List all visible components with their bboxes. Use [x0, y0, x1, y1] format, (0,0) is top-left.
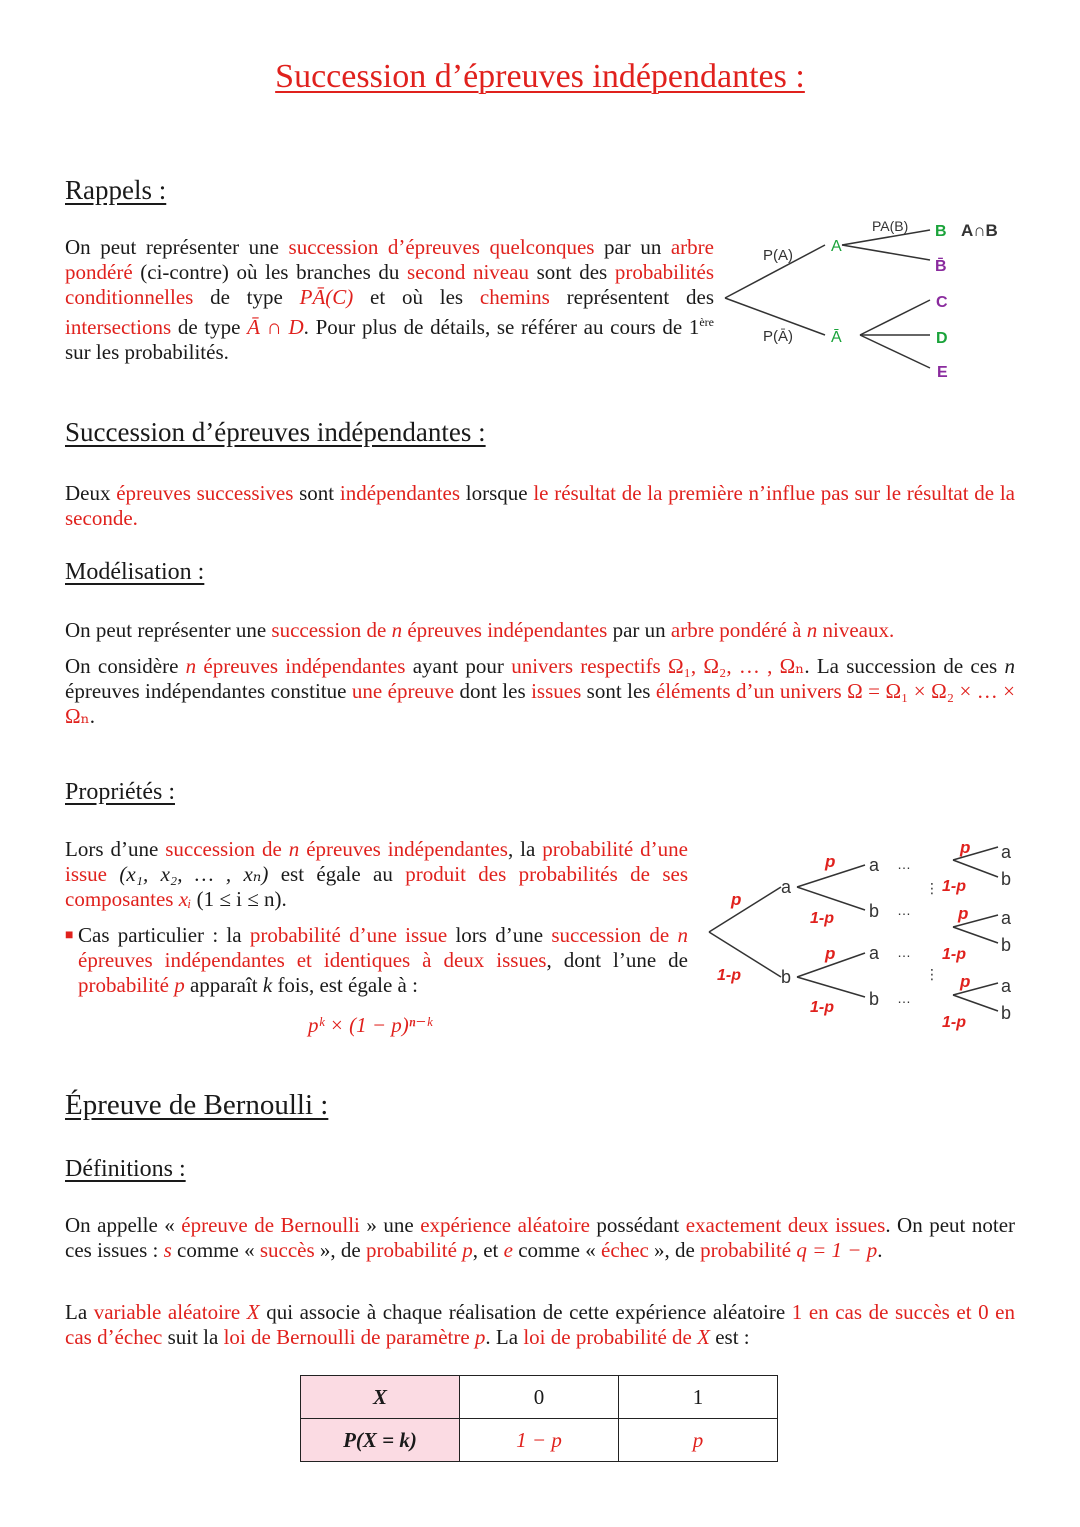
tree2-a-2: a [869, 855, 880, 875]
proprietes-paragraph: Lors d’une succession de n épreuves indépendantes, la probabilité d’une issue (x₁, x₂, … , xₙ) est égale au produit des probabilités de ses composantes xᵢ (1 ≤ i ≤ n). [65, 837, 689, 911]
rappels-heading: Rappels : [65, 175, 167, 205]
tree-node-Abar: Ā [831, 329, 842, 346]
tree2-b-3: b [869, 989, 880, 1009]
tree-leaf-C: C [936, 294, 948, 311]
page-title: Succession d’épreuves indépendantes : [275, 58, 805, 95]
tree-leaf-E: E [937, 364, 948, 381]
bernoulli-law-table [300, 1375, 778, 1462]
bernoulli-heading: Épreuve de Bernoulli : [65, 1089, 329, 1121]
bernoulli-paragraph-1: On appelle « épreuve de Bernoulli » une expérience aléatoire possédant exactement deux issues. On peut noter ces issues : s comme « succès », de probabilité p, et e comme « échec », de probabilité q = 1 − p. [65, 1213, 1016, 1262]
table-row [301, 1419, 778, 1462]
table-cell: 1 [619, 1376, 778, 1419]
table-row [301, 1376, 778, 1419]
tree2-dots-2: … [897, 902, 911, 918]
tree-label-PAB: PA(B) [872, 218, 909, 234]
tree-leaf-B: B [935, 223, 947, 240]
tree2-1p-3: 1-p [810, 999, 834, 1016]
tree2-b-6: b [1001, 1003, 1012, 1023]
succession-paragraph: Deux épreuves successives sont indépendantes lorsque le résultat de la première n’influe pas sur le résultat de la seconde. [65, 481, 1016, 530]
tree2-1p-5: 1-p [942, 946, 966, 963]
table-cell: p [619, 1419, 778, 1462]
definitions-heading: Définitions : [65, 1156, 186, 1182]
tree-branch-Bbar [842, 245, 930, 260]
table-cell: 1 − p [460, 1419, 619, 1462]
modelisation-paragraph-2: On considère n épreuves indépendantes ayant pour univers respectifs Ω₁, Ω₂, … , Ωₙ. La succession de ces n épreuves indépendantes constitue une épreuve dont les issues sont les éléments d’un univers Ω = Ω₁ × Ω₂ × … × Ωₙ. [65, 654, 1015, 728]
tree2-p-6: p [960, 972, 971, 991]
tree2-b-5: b [1001, 935, 1012, 955]
tree2-p-4: p [960, 838, 971, 857]
table-cell: 0 [460, 1376, 619, 1419]
tree2-1p-4: 1-p [942, 878, 966, 895]
tree2-a-6: a [1001, 976, 1012, 996]
tree2-b-1: b [781, 967, 792, 987]
tree-branch-C [860, 300, 930, 335]
rappels-paragraph: On peut représenter une succession d’épreuves quelconques par un arbre pondéré (ci-contre) où les branches du second niveau sont des probabilités conditionnelles de type PĀ(C) et où les chemins représentent des intersections de type Ā ∩ D. Pour plus de détails, se référer au cours de 1ère sur les probabilités. [65, 235, 715, 364]
proprietes-bullet: ■ Cas particulier : la probabilité d’une issue lors d’une succession de n épreuves indépendantes et identiques à deux issues, dont l’une de probabilité p apparaît k fois, est égale à : [65, 923, 688, 997]
tree2-dots-4: … [897, 990, 911, 1006]
bernoulli-paragraph-2: La variable aléatoire X qui associe à chaque réalisation de cette expérience aléatoire 1 en cas de succès et 0 en cas d’échec suit la loi de Bernoulli de paramètre p. La loi de probabilité de X est : [65, 1300, 1016, 1349]
tree2-a-5: a [1001, 908, 1012, 928]
tree2-vdots-1: ⋮ [925, 880, 939, 896]
tree2-1p-6: 1-p [942, 1014, 966, 1031]
tree2-p-3: p [825, 944, 836, 963]
modelisation-heading: Modélisation : [65, 559, 205, 585]
tree2-dots-1: … [897, 856, 911, 872]
tree-label-PA: P(A) [763, 247, 793, 264]
tree-branch-E [860, 335, 930, 368]
tree2-p-5: p [958, 904, 969, 923]
table-header-cell: X [301, 1376, 460, 1419]
tree-path-label: A∩B [961, 221, 998, 240]
tree-leaf-Bbar: B̄ [935, 258, 947, 275]
tree2-a-3: a [869, 943, 880, 963]
proprietes-formula: pᵏ × (1 − p)ⁿ⁻ᵏ [308, 1013, 433, 1037]
tree2-dots-3: … [897, 944, 911, 960]
tree2-vdots-2: ⋮ [925, 966, 939, 982]
tree2-1p-1: 1-p [717, 967, 741, 984]
bullet-square-icon: ■ [65, 928, 74, 943]
tree2-p-2: p [825, 852, 836, 871]
tree2-a-4: a [1001, 842, 1012, 862]
tree2-p-1: p [731, 890, 742, 909]
weighted-tree-diagram [715, 205, 1025, 385]
tree2-b-2: b [869, 901, 880, 921]
succession-heading: Succession d’épreuves indépendantes : [65, 417, 486, 447]
bernoulli-tree-diagram [705, 835, 1035, 1035]
tree2-1p-2: 1-p [810, 910, 834, 927]
modelisation-paragraph-1: On peut représenter une succession de n épreuves indépendantes par un arbre pondéré à n niveaux. [65, 618, 895, 642]
tree-leaf-D: D [936, 330, 948, 347]
tree-node-A: A [831, 238, 842, 255]
tree2-a-1: a [781, 877, 792, 897]
proprietes-heading: Propriétés : [65, 779, 175, 805]
tree2-b-4: b [1001, 869, 1012, 889]
tree-label-PAbar: P(Ā) [763, 328, 793, 345]
table-header-cell: P(X = k) [301, 1419, 460, 1462]
